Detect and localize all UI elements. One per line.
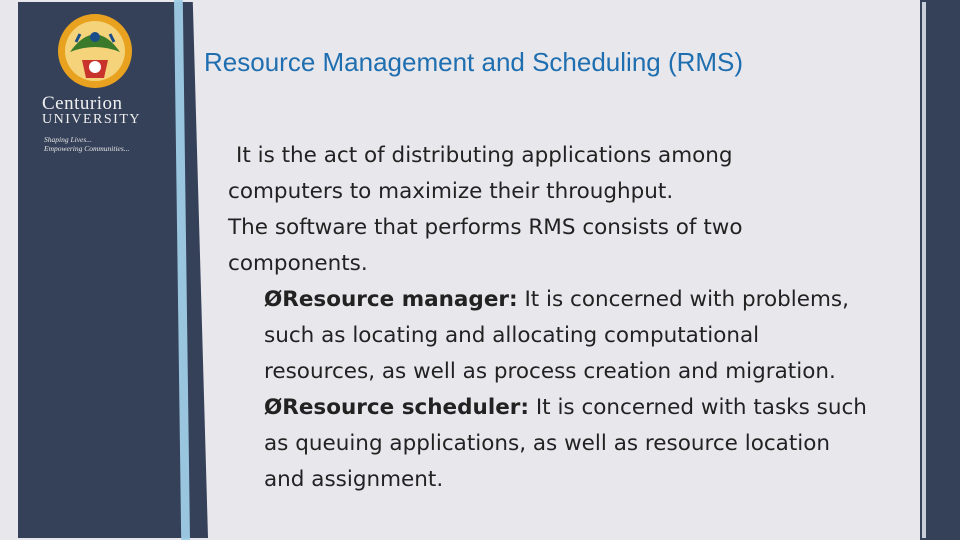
bullet-2-first-line xyxy=(264,390,918,426)
paragraph-2-line-2: components. xyxy=(228,251,368,276)
paragraph-1-line-2: computers to maximize their throughput. xyxy=(228,179,674,204)
paragraph-1-line-1: It is the act of distributing applications among xyxy=(236,143,733,168)
arrow-bullet-icon: Ø xyxy=(264,395,283,420)
university-name-line1: Centurion xyxy=(42,93,123,114)
university-name-line2: UNIVERSITY xyxy=(42,112,141,127)
paragraph-2-line-1: The software that performs RMS consists of two xyxy=(228,215,743,240)
tagline-line1: Shaping Lives... xyxy=(44,135,92,144)
bullet-resource-manager xyxy=(264,282,918,390)
bullet-2-text-3: and assignment. xyxy=(264,467,444,492)
right-border-highlight xyxy=(922,2,926,538)
right-border-stripe xyxy=(920,0,960,540)
slide-title: Resource Management and Scheduling (RMS) xyxy=(204,47,744,77)
university-tagline xyxy=(44,135,129,153)
centurion-university-emblem-icon xyxy=(40,12,150,90)
bullet-resource-scheduler xyxy=(264,390,918,498)
slide-body xyxy=(228,138,918,498)
tagline-line2: Empowering Communities... xyxy=(44,144,130,153)
bullet-1-first-line xyxy=(264,282,918,318)
bullet-2-text-1: It is concerned with tasks such xyxy=(529,395,867,420)
bullet-2-text-2: as queuing applications, as well as resource location xyxy=(264,431,831,456)
bullet-2-term: Resource scheduler: xyxy=(282,395,529,420)
bullet-1-text-2: such as locating and allocating computational xyxy=(264,323,760,348)
bullet-1-term: Resource manager: xyxy=(282,287,518,312)
arrow-bullet-icon: Ø xyxy=(264,287,283,312)
bullet-1-text-3: resources, as well as process creation and migration. xyxy=(264,359,836,384)
university-name xyxy=(42,93,141,128)
bullet-1-text-1: It is concerned with problems, xyxy=(517,287,849,312)
